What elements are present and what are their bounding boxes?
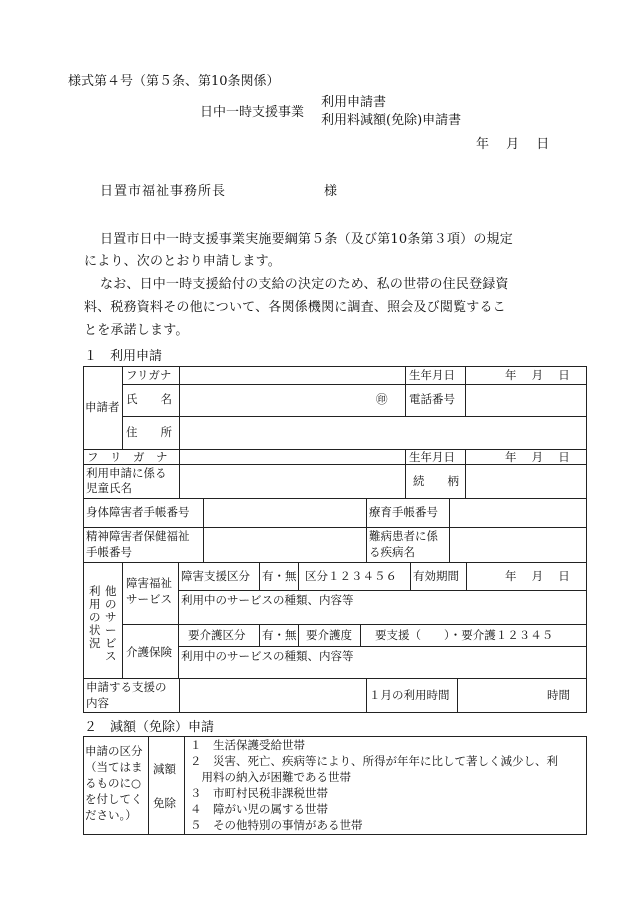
body-p1-line1: 日置市日中一時支援事業実施要綱第５条（及び第10条第３項）の規定 <box>100 232 513 247</box>
seal-mark: ㊞ <box>376 392 388 406</box>
yes-no-2[interactable]: 有・無 <box>262 628 297 642</box>
vertical-label: ス <box>105 649 117 663</box>
care-ins-label: 介護保険 <box>126 645 172 659</box>
birth-label: 生年月日 <box>409 368 455 382</box>
request-label-1: 申請する支援の <box>86 680 167 694</box>
child-name-label-2: 児童氏名 <box>86 481 132 495</box>
furigana-label: フリガナ <box>126 368 172 382</box>
vertical-label: 他 <box>105 584 117 598</box>
vertical-label: の <box>89 610 101 624</box>
form-number: 様式第４号（第５条、第10条関係） <box>68 74 280 89</box>
reason-item[interactable]: １ 生活保護受給世帯 <box>190 738 305 752</box>
body-p1-line2: により、次のとおり申請します。 <box>84 254 281 269</box>
monthly-hours-label: １月の利用時間 <box>369 688 450 702</box>
category-label-3: るものに○ <box>85 776 142 790</box>
reason-item[interactable]: ３ 市町村民税非課税世帯 <box>190 786 328 800</box>
title-prefix: 日中一時支援事業 <box>200 105 305 120</box>
name-label: 氏 名 <box>126 392 172 406</box>
vertical-label: 状 <box>89 623 101 637</box>
vertical-label: の <box>105 597 117 611</box>
addressee-office: 日置市福祉事務所長 <box>100 184 227 199</box>
body-p2-line2: 料、税務資料その他について、各関係機関に調査、照会及び閲覧するこ <box>84 300 506 315</box>
care-level-value[interactable]: 要支援（ ）・要介護１２３４５ <box>375 628 554 642</box>
title-line2: 利用料減額(免除)申請書 <box>321 113 462 128</box>
category-label-5: ださい。） <box>85 808 137 822</box>
valid-period-value[interactable]: 年 月 日 <box>505 569 570 583</box>
ryoiku-handbook-label: 療育手帳番号 <box>369 505 438 519</box>
date: 年 月 日 <box>476 137 550 152</box>
section1-title: １ 利用申請 <box>84 349 163 364</box>
disability-svc-label-2: サービス <box>126 592 172 606</box>
birth-value[interactable]: 年 月 日 <box>505 368 570 382</box>
reason-item[interactable]: ４ 障がい児の属する世帯 <box>190 802 328 816</box>
nanbyo-label-2: る疾病名 <box>369 545 415 559</box>
vertical-label: 利 <box>89 584 101 598</box>
phone-label: 電話番号 <box>409 392 455 406</box>
title-line1: 利用申請書 <box>321 95 387 110</box>
reason-item[interactable]: ５ その他特別の事情がある世帯 <box>190 818 363 832</box>
valid-period-label: 有効期間 <box>413 569 459 583</box>
child-name-label-1: 利用申請に係る <box>86 466 167 480</box>
child-furigana-label: フ リ ガ ナ <box>87 450 168 464</box>
vertical-label: サ <box>105 610 117 624</box>
care-level-label: 要介護度 <box>306 628 352 642</box>
reduce-option[interactable]: 減額 <box>153 762 176 776</box>
exempt-option[interactable]: 免除 <box>153 796 176 810</box>
child-birth-label: 生年月日 <box>409 450 455 464</box>
vertical-label: 況 <box>89 636 101 650</box>
vertical-label: 用 <box>89 597 101 611</box>
svc-content-label-2: 利用中のサービスの種類、内容等 <box>181 649 354 663</box>
category-label-1: 申請の区分 <box>85 744 143 758</box>
svc-content-label: 利用中のサービスの種類、内容等 <box>181 593 354 607</box>
mental-handbook-label-2: 手帳番号 <box>86 545 132 559</box>
child-birth-value[interactable]: 年 月 日 <box>505 450 570 464</box>
category-label-4: を付してく <box>85 792 143 806</box>
support-class-label: 障害支援区分 <box>181 569 250 583</box>
vertical-label: ビ <box>105 636 117 650</box>
disability-svc-label-1: 障害福祉 <box>126 576 172 590</box>
addressee-sama: 様 <box>324 184 338 199</box>
class-numbers[interactable]: 区分１２３４５６ <box>305 569 397 583</box>
reason-item: 用料の納入が困難である世帯 <box>190 770 351 784</box>
hours-unit: 時間 <box>547 688 570 702</box>
body-p2-line1: なお、日中一時支援給付の支給の決定のため、私の世帯の住民登録資 <box>100 277 509 292</box>
reason-item[interactable]: ２ 災害、死亡、疾病等により、所得が年年に比して著しく減少し、利 <box>190 754 558 768</box>
relation-label: 続 柄 <box>413 474 459 488</box>
nanbyo-label-1: 難病患者に係 <box>369 529 438 543</box>
physical-handbook-label: 身体障害者手帳番号 <box>86 505 190 519</box>
mental-handbook-label-1: 精神障害者保健福祉 <box>86 529 190 543</box>
category-label-2: （当てはま <box>85 760 143 774</box>
yes-no-1[interactable]: 有・無 <box>262 569 297 583</box>
section2-title: ２ 減額（免除）申請 <box>84 720 215 735</box>
request-label-2: 内容 <box>86 696 109 710</box>
body-p2-line3: とを承諾します。 <box>84 323 189 338</box>
applicant-label: 申請者 <box>85 400 120 414</box>
vertical-label: ー <box>105 623 117 637</box>
address-label: 住 所 <box>126 425 172 439</box>
care-class-label: 要介護区分 <box>188 628 246 642</box>
